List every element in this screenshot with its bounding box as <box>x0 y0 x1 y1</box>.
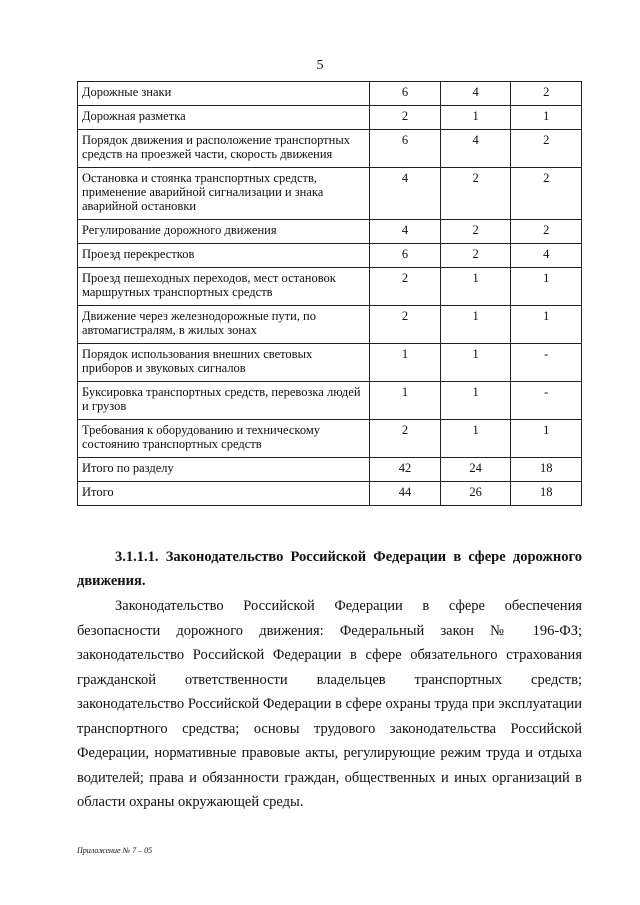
hours-theory-cell: 1 <box>440 106 511 130</box>
curriculum-table-body <box>78 82 582 506</box>
hours-theory-cell: 26 <box>440 482 511 506</box>
hours-practice-cell: - <box>511 382 582 420</box>
hours-total-cell: 2 <box>370 268 441 306</box>
hours-theory-cell: 4 <box>440 130 511 168</box>
hours-total-cell: 6 <box>370 244 441 268</box>
table-row <box>78 268 582 306</box>
hours-practice-cell: 1 <box>511 306 582 344</box>
page-number: 5 <box>316 58 324 73</box>
topic-cell: Регулирование дорожного движения <box>78 220 370 244</box>
hours-theory-cell: 24 <box>440 458 511 482</box>
table-row <box>78 82 582 106</box>
hours-total-cell: 6 <box>370 130 441 168</box>
topic-cell: Движение через железнодорожные пути, по автомагистралям, в жилых зонах <box>78 306 370 344</box>
hours-practice-cell: 4 <box>511 244 582 268</box>
hours-theory-cell: 2 <box>440 220 511 244</box>
footer-note: Приложение № 7 – 05 <box>77 846 153 855</box>
topic-cell: Итого по разделу <box>78 458 370 482</box>
hours-total-cell: 1 <box>370 344 441 382</box>
hours-total-cell: 4 <box>370 168 441 220</box>
section-heading-text: 3.1.1.1. Законодательство Российской Федерации в сфере дорожного движения. <box>77 549 582 589</box>
hours-total-cell: 1 <box>370 382 441 420</box>
table-row <box>78 168 582 220</box>
hours-practice-cell: 18 <box>511 458 582 482</box>
hours-total-cell: 42 <box>370 458 441 482</box>
hours-total-cell: 2 <box>370 420 441 458</box>
hours-theory-cell: 1 <box>440 268 511 306</box>
hours-total-cell: 44 <box>370 482 441 506</box>
hours-theory-cell: 1 <box>440 382 511 420</box>
topic-cell: Дорожные знаки <box>78 82 370 106</box>
hours-practice-cell: 1 <box>511 106 582 130</box>
table-row <box>78 220 582 244</box>
topic-cell: Итого <box>78 482 370 506</box>
hours-practice-cell: 2 <box>511 220 582 244</box>
topic-cell: Проезд перекрестков <box>78 244 370 268</box>
hours-theory-cell: 1 <box>440 344 511 382</box>
hours-practice-cell: 1 <box>511 268 582 306</box>
hours-theory-cell: 1 <box>440 420 511 458</box>
hours-theory-cell: 2 <box>440 244 511 268</box>
hours-theory-cell: 1 <box>440 306 511 344</box>
hours-total-cell: 2 <box>370 106 441 130</box>
topic-cell: Дорожная разметка <box>78 106 370 130</box>
table-row <box>78 106 582 130</box>
table-row <box>78 344 582 382</box>
table-row <box>78 130 582 168</box>
section-paragraph: Законодательство Российской Федерации в сфере обеспечения безопасности дорожного движения: Федеральный закон № 196-ФЗ; законодательство Российской Федерации в сфере обязательного страхования гражданской ответственности владельцев транспортных средств; законодательство Российской Федерации в сфере охраны труда при эксплуатации транспортного средства; основы трудового законодательства Российской Федерации, нормативные правовые акты, регулирующие режим труда и отдыха водителей; права и обязанности граждан, общественных и иных организаций в области охраны окружающей среды. <box>77 598 582 810</box>
hours-total-cell: 6 <box>370 82 441 106</box>
hours-practice-cell: 1 <box>511 420 582 458</box>
hours-total-cell: 2 <box>370 306 441 344</box>
table-row <box>78 382 582 420</box>
topic-cell: Остановка и стоянка транспортных средств, применение аварийной сигнализации и знака аварийной остановки <box>78 168 370 220</box>
hours-practice-cell: 2 <box>511 130 582 168</box>
topic-cell: Проезд пешеходных переходов, мест остановок маршрутных транспортных средств <box>78 268 370 306</box>
hours-practice-cell: 18 <box>511 482 582 506</box>
hours-practice-cell: 2 <box>511 168 582 220</box>
hours-practice-cell: - <box>511 344 582 382</box>
hours-practice-cell: 2 <box>511 82 582 106</box>
topic-cell: Порядок движения и расположение транспортных средств на проезжей части, скорость движения <box>78 130 370 168</box>
table-row <box>78 306 582 344</box>
section-heading <box>77 545 582 593</box>
topic-cell: Порядок использования внешних световых приборов и звуковых сигналов <box>78 344 370 382</box>
topic-cell: Буксировка транспортных средств, перевозка людей и грузов <box>78 382 370 420</box>
table-row <box>78 420 582 458</box>
topic-cell: Требования к оборудованию и техническому состоянию транспортных средств <box>78 420 370 458</box>
curriculum-table <box>77 81 582 506</box>
hours-theory-cell: 2 <box>440 168 511 220</box>
hours-total-cell: 4 <box>370 220 441 244</box>
hours-theory-cell: 4 <box>440 82 511 106</box>
table-row <box>78 458 582 482</box>
table-row <box>78 482 582 506</box>
table-row <box>78 244 582 268</box>
